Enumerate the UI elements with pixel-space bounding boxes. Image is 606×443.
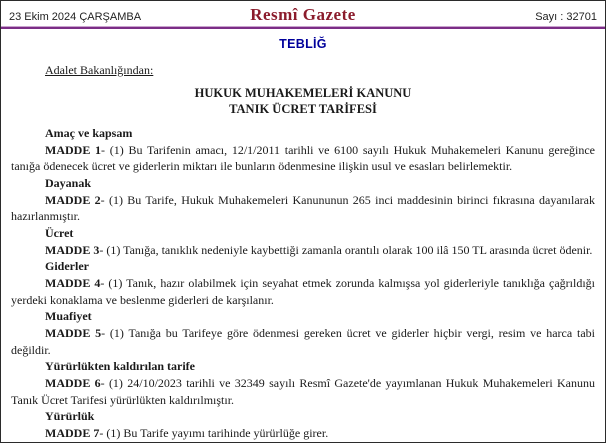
- article: [11, 258, 595, 308]
- article-text: [11, 375, 595, 408]
- article-text: [11, 425, 595, 442]
- article: [11, 408, 595, 441]
- document-title-line1: HUKUK MUHAKEMELERİ KANUNU: [194, 86, 412, 100]
- article-text: [11, 192, 595, 225]
- document-body: [1, 63, 605, 441]
- gazette-title: Resmî Gazete: [250, 5, 356, 24]
- article-heading: Yürürlük: [45, 409, 95, 424]
- article-number: MADDE 1: [45, 142, 102, 157]
- article-heading: Ücret: [45, 225, 74, 240]
- article: [11, 125, 595, 175]
- article-text: [11, 242, 595, 259]
- article-text: [11, 142, 595, 175]
- document-title-line2: TANIK ÜCRET TARİFESİ: [229, 102, 377, 116]
- article: [11, 225, 595, 258]
- article-content: - (1) Tanığa, tanıklık nedeniyle kaybettiği zamanla orantılı olarak 100 ilâ 150 TL arasında ücret ödenir.: [99, 242, 593, 257]
- article-heading: Dayanak: [45, 175, 92, 190]
- article-content: - (1) 24/10/2023 tarihli ve 32349 sayılı Resmî Gazete'de yayımlanan Hukuk Muhakemeleri Kanunu Tanık Ücret Tarifesi yürürlükten kaldırılmıştır.: [11, 375, 596, 407]
- article-content: - (1) Tanığa bu Tarifeye göre ödenmesi gereken ücret ve giderler hiçbir vergi, resim ve harca tabi değildir.: [11, 325, 595, 357]
- article-heading: Amaç ve kapsam: [45, 126, 133, 140]
- article-text: [11, 325, 595, 358]
- article-text: [11, 275, 595, 308]
- article-number: MADDE 6: [45, 375, 101, 390]
- gazette-date: 23 Ekim 2024 ÇARŞAMBA: [9, 11, 142, 23]
- article-number: MADDE 3: [45, 242, 100, 257]
- article-heading: Yürürlükten kaldırılan tarife: [45, 359, 196, 374]
- article: [11, 358, 595, 408]
- article-number: MADDE 4: [45, 275, 101, 290]
- article: [11, 175, 595, 225]
- issuing-authority: Adalet Bakanlığından:: [45, 63, 154, 77]
- article-content: - (1) Bu Tarife yayımı tarihinde yürürlüğe girer.: [99, 425, 329, 440]
- masthead: [1, 1, 605, 24]
- section-label: TEBLİĞ: [279, 37, 327, 51]
- article-number: MADDE 7: [45, 425, 100, 440]
- article-content: - (1) Bu Tarifenin amacı, 12/1/2011 tarihli ve 6100 sayılı Hukuk Muhakemeleri Kanunu gereğince tanığa ödenecek ücret ve giderlerin miktarı ile bunların ödenmesine ilişkin usul ve esasları belirlemektir.: [11, 142, 596, 174]
- article: [11, 308, 595, 358]
- gazette-issue-number: Sayı : 32701: [535, 11, 597, 23]
- article-heading: Muafiyet: [45, 309, 92, 324]
- article-number: MADDE 2: [45, 192, 101, 207]
- article-content: - (1) Tanık, hazır olabilmek için seyahat etmek zorunda kalmışsa yol giderleriyle tanıklığa çağrıldığı yerdeki konaklama ve beslenme giderleri de karşılanır.: [11, 275, 595, 307]
- article-content: - (1) Bu Tarife, Hukuk Muhakemeleri Kanununun 265 inci maddesinin birinci fıkrasına dayanılarak hazırlanmıştır.: [11, 192, 595, 224]
- article-number: MADDE 5: [45, 325, 102, 340]
- document-title: [11, 85, 595, 117]
- masthead-divider: [1, 26, 605, 29]
- article-heading: Giderler: [45, 259, 89, 274]
- articles: [11, 125, 595, 441]
